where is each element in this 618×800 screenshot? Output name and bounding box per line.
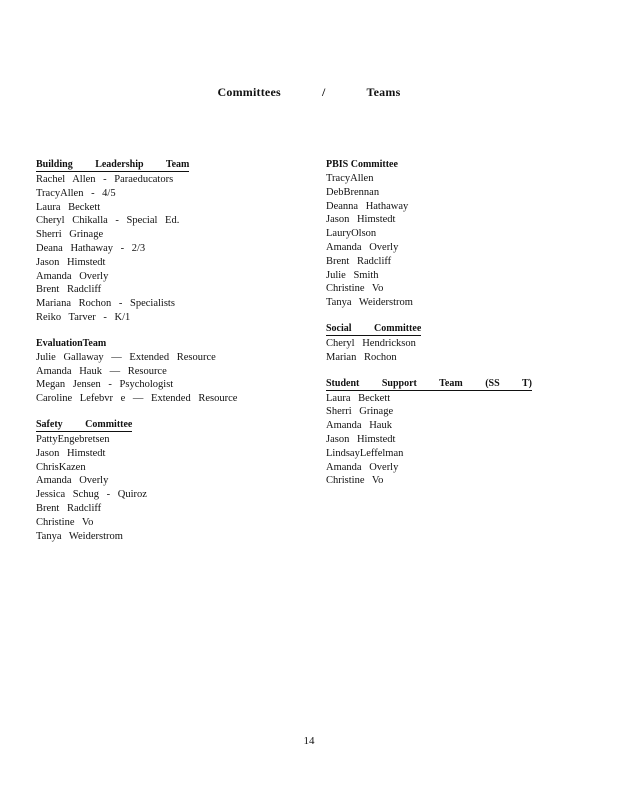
committee-member: Deanna Hathaway [326,200,409,212]
committee-member: Megan Jensen - Psychologist [36,379,174,391]
committee-title: EvaluationTeam [36,337,107,349]
committee-member: Julie Gallaway — Extended Resource [36,351,216,363]
page-title: Committees / Teams [217,85,401,99]
committee-social-committee [326,322,586,365]
committee-member: Cheryl Chikalla - Special Ed. [36,215,180,227]
committee-member: TracyAllen - 4/5 [36,187,116,199]
committee-member: Brent Radcliff [36,284,102,296]
committee-member: Amanda Overly [36,270,109,282]
committee-member: Caroline Lefebvr e — Extended Resource [36,393,238,405]
committee-member: Deana Hathaway - 2/3 [36,242,146,254]
committee-member: Amanda Overly [326,461,399,473]
committee-building-leadership-team [36,158,296,325]
committee-member: DebBrennan [326,186,380,198]
page-number: 14 [303,735,315,747]
committee-title: Social Committee [326,322,422,334]
committee-member: ChrisKazen [36,461,86,473]
committee-title: PBIS Committee [326,159,398,170]
committee-title: Safety Committee [36,418,133,430]
committee-member: Amanda Overly [326,241,399,253]
committee-member: Amanda Overly [36,475,109,487]
committee-safety-committee [36,418,296,543]
committee-title: Building Leadership Team [36,159,190,170]
committee-member: LindsayLeffelman [326,447,404,459]
committee-member: Jason Himstedt [326,214,396,226]
committee-member: Jason Himstedt [36,447,106,459]
committee-member: Laura Beckett [36,201,101,213]
committee-member: Brent Radcliff [36,502,102,514]
committee-student-support-team-ss-t [326,377,586,489]
committee-member: TracyAllen [326,173,374,184]
committee-member: Tanya Weiderstrom [36,530,123,542]
committee-member: Rachel Allen - Paraeducators [36,174,174,185]
committee-member: Sherri Grinage [36,229,104,241]
committee-title: Student Support Team (SS T) [326,377,532,389]
committee-pbis-committee [326,158,586,310]
committee-member: Jason Himstedt [36,256,106,268]
committee-member: Jessica Schug - Quiroz [36,489,147,501]
committee-evaluationteam [36,337,296,406]
committee-member: Christine Vo [326,475,384,487]
committee-member: Reiko Tarver - K/1 [36,311,131,323]
left-column [36,158,296,555]
committee-member: Tanya Weiderstrom [326,297,413,309]
committee-member: Jason Himstedt [326,433,396,445]
committee-member: Brent Radcliff [326,255,392,267]
committee-member: PattyEngebretsen [36,433,110,445]
committee-member: Julie Smith [326,269,379,281]
committee-member: Mariana Rochon - Specialists [36,298,175,310]
committee-member: Christine Vo [36,516,94,528]
committee-member: Marian Rochon [326,351,397,363]
committee-member: Amanda Hauk — Resource [36,365,167,377]
committee-member: Laura Beckett [326,392,391,404]
committee-member: Amanda Hauk [326,420,392,432]
committee-member: Christine Vo [326,283,384,295]
right-column [326,158,586,500]
committee-member: LauryOlson [326,228,377,240]
committee-member: Cheryl Hendrickson [326,337,416,349]
committee-member: Sherri Grinage [326,406,394,418]
